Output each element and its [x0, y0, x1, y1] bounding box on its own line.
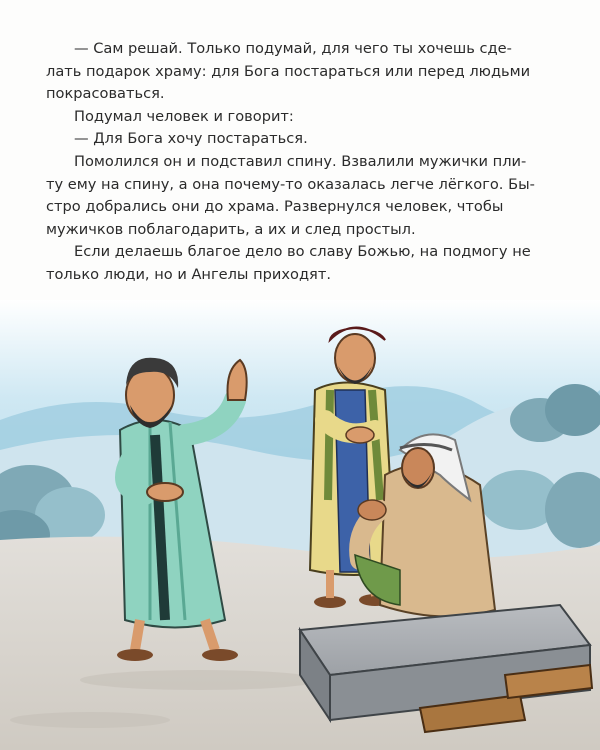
paragraph-2 — [46, 106, 566, 129]
text-line: — Для Бога хочу постараться. — [74, 130, 308, 148]
story-text — [46, 38, 566, 287]
paragraph-5 — [46, 241, 566, 286]
text-line: Если делаешь благое дело во славу Божью, на подмогу не — [74, 243, 531, 261]
text-line: лать подарок храму: для Бога постараться или перед людьми — [46, 62, 531, 80]
paragraph-4 — [46, 151, 566, 241]
text-line: стро добрались они до храма. Развернулся человек, чтобы — [46, 198, 504, 216]
text-line: мужичков поблагодарить, а их и след простыл. — [46, 220, 416, 238]
story-illustration — [0, 300, 600, 750]
text-line: покрасоваться. — [46, 85, 165, 103]
paragraph-3 — [46, 128, 566, 151]
text-line: только люди, но и Ангелы приходят. — [46, 265, 331, 283]
text-line: — Сам решай. Только подумай, для чего ты хочешь сде- — [74, 40, 512, 57]
illustration-svg — [0, 300, 600, 750]
paragraph-1 — [46, 38, 566, 106]
text-line: Помолился он и подставил спину. Взвалили мужички пли- — [74, 152, 527, 170]
text-line: Подумал человек и говорит: — [74, 107, 294, 125]
text-line: ту ему на спину, а она почему-то оказалась легче лёгкого. Бы- — [46, 175, 535, 193]
